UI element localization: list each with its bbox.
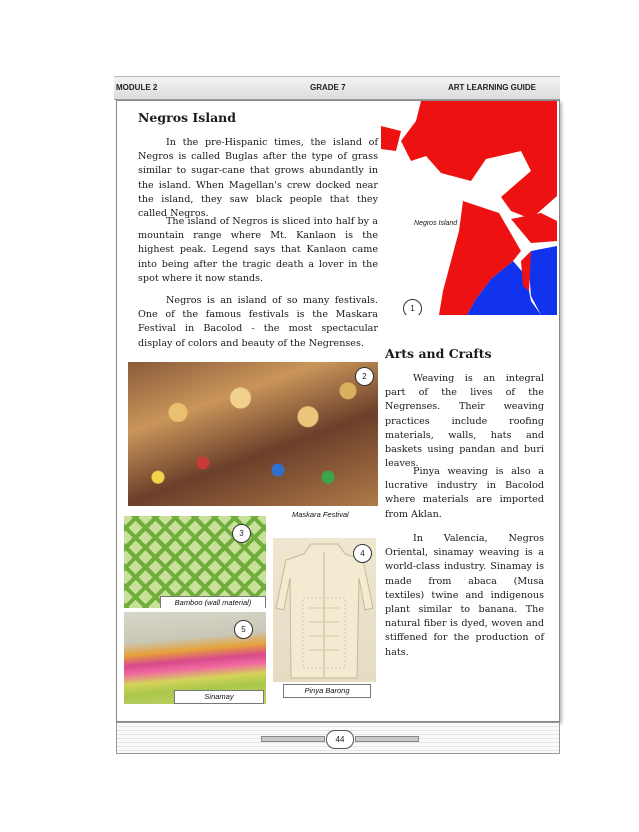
- footer-bar-right: [355, 736, 419, 742]
- bamboo-number: 3: [232, 524, 251, 543]
- negros-map: [381, 101, 557, 315]
- sinamay-number: 5: [234, 620, 253, 639]
- sinamay-caption: Sinamay: [174, 690, 264, 704]
- festival-caption: Maskara Festival: [292, 510, 349, 519]
- paragraph-sinamay: In Valencia, Negros Oriental, sinamay weaving is a world-class industry. Sinamay is made from abaca (Musa textiles) twine and indigenous plant similar to banana. The natural fiber is dyed, woven and stiffened for the production of hats.: [385, 533, 544, 658]
- paragraph-kanlaon: The island of Negros is sliced into half by a mountain range where Mt. Kanlaon is the highest peak. Legend says that Kanlaon came into being after the tragic death a lover in the spot where it now stands.: [138, 216, 378, 284]
- section-title-negros-island: Negros Island: [138, 110, 236, 125]
- grade-label: GRADE 7: [310, 83, 346, 92]
- paragraph-pinya: Pinya weaving is also a lucrative industry in Bacolod where materials are imported from Aklan.: [385, 466, 544, 520]
- festival-number: 2: [355, 367, 374, 386]
- paragraph-buglas: In the pre-Hispanic times, the island of Negros is called Buglas after the type of grass similar to sugar-cane that grows abundantly in the island. When Magellan's crew docked near the island, they saw black people that they called Negros.: [138, 137, 378, 220]
- paragraph-festivals: Negros is an island of so many festivals. One of the famous festivals is the Maskara Festival in Bacolod - the most spectacular display of colors and beauty of the Negrenses.: [138, 295, 378, 349]
- footer-bar-left: [261, 736, 325, 742]
- page-number: 44: [326, 730, 354, 749]
- bamboo-caption: Bamboo (wall material): [160, 596, 266, 608]
- page-header: [114, 76, 560, 100]
- bamboo-wall-material-photo: [124, 516, 266, 608]
- map-number: 1: [403, 299, 422, 315]
- paragraph-weaving: Weaving is an integral part of the lives of the Negrenses. Their weaving practices include roofing materials, walls, hats and baskets using pandan and buri leaves.: [385, 373, 544, 470]
- sinamay-photo: [124, 612, 266, 704]
- barong-number: 4: [353, 544, 372, 563]
- barong-caption: Pinya Barong: [283, 684, 371, 698]
- module-label: MODULE 2: [116, 83, 158, 92]
- maskara-festival-photo: [128, 362, 378, 506]
- pinya-barong-photo: [273, 538, 376, 682]
- guide-label: ART LEARNING GUIDE: [448, 83, 536, 92]
- map-label: Negros Island: [414, 220, 458, 227]
- section-title-arts-and-crafts: Arts and Crafts: [385, 346, 492, 361]
- map-graphic: [381, 101, 557, 315]
